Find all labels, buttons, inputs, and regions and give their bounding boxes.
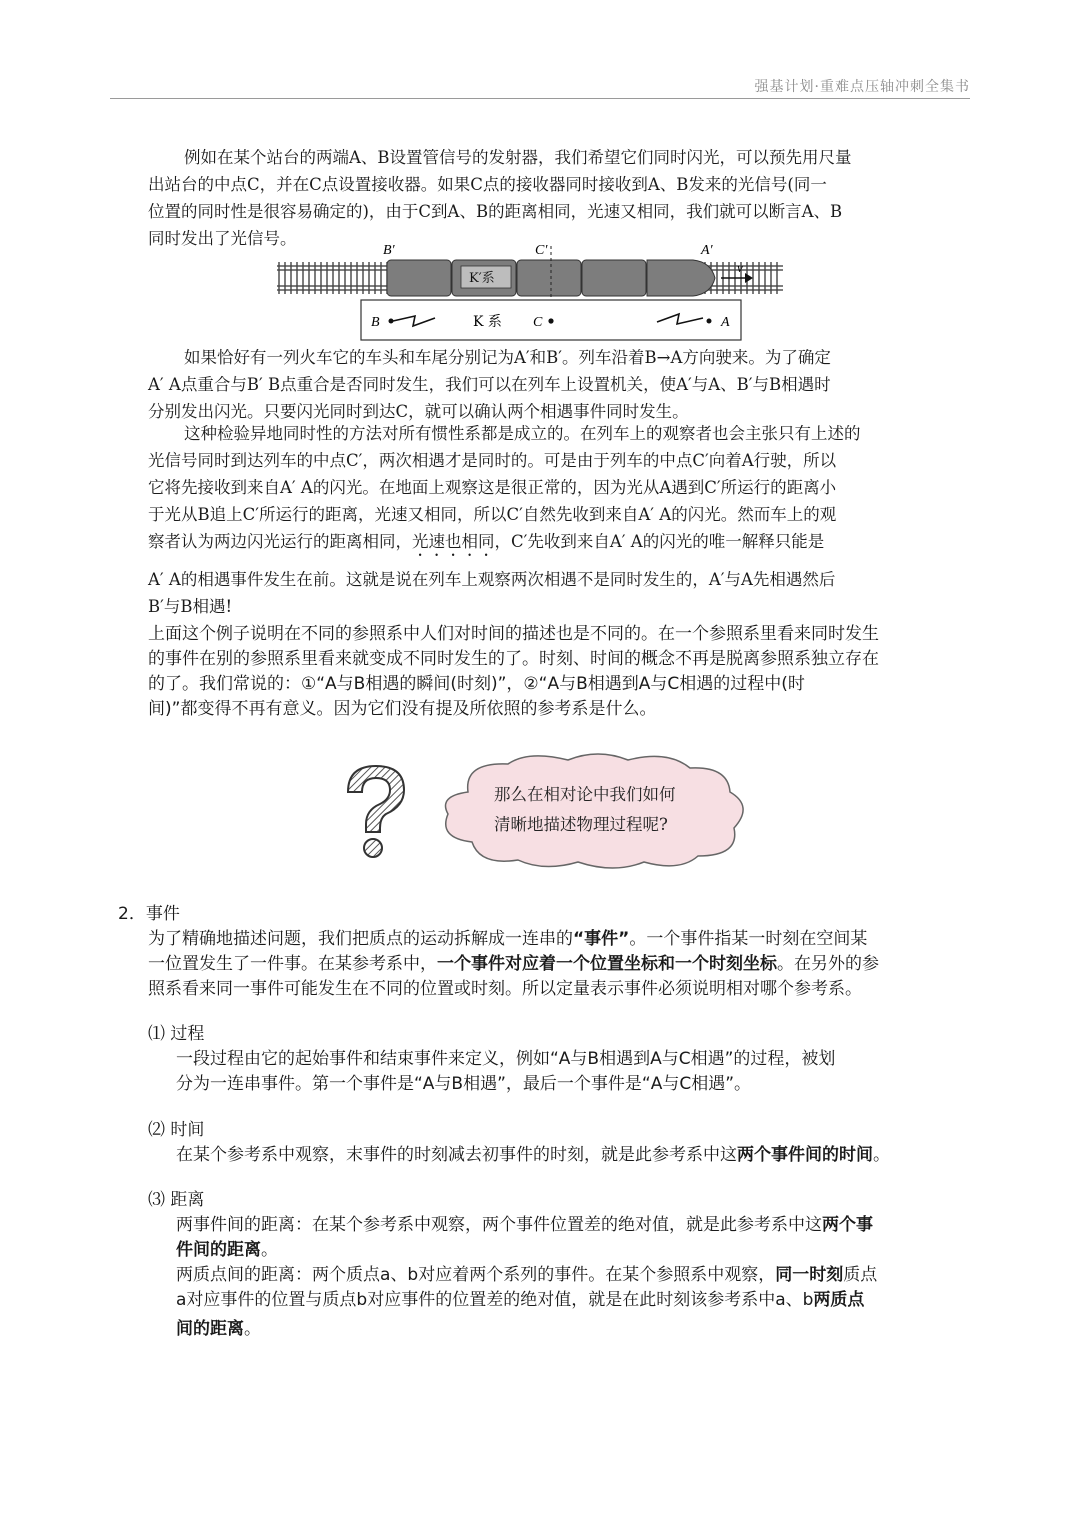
text-line: 照系看来同一事件可能发生在不同的位置或时刻。所以定量表示事件必须说明相对哪个参考系。 [148,979,862,999]
velocity-arrow-icon [745,273,753,283]
text-line: 这种检验异地同时性的方法对所有惯性系都是成立的。在列车上的观察者也会主张只有上述的 [184,424,861,443]
subsection-heading: ⑶ 距离 [148,1190,205,1210]
text-segment: 为了精确地描述问题，我们把质点的运动拆解成一连串的 [148,929,573,949]
text-line: 的事件在别的参照系里看来就变成不同时发生的了。时刻、时间的概念不再是脱离参照系独立存在 [148,649,879,669]
text-segment: 两事件间的距离：在某个参考系中观察，两个事件位置差的绝对值，就是此参考系中这 [176,1215,822,1235]
text-line [176,1213,988,1238]
text-line: 分为一连串事件。第一个事件是“A与B相遇”，最后一个事件是“A与C相遇”。 [176,1074,752,1094]
text-line: 间)”都变得不再有意义。因为它们没有提及所依照的参考系是什么。 [148,699,657,719]
header-divider [110,98,970,99]
text-line: B′与B相遇! [148,597,233,616]
text-line [148,528,978,560]
bold-term: 一个事件对应着一个位置坐标和一个时刻坐标 [437,954,777,974]
text-line: 出站台的中点C，并在C点设置接收器。如果C点的接收器同时接收到A、B发来的光信号(同一 [148,175,827,194]
label-b-prime: B′ [383,243,395,258]
text-line [176,1238,988,1263]
thought-cloud [428,752,758,872]
question-mark-icon [340,762,410,862]
subsection-process [148,1022,988,1097]
text-line: 它将先接收到来自A′ A的闪光。在地面上观察这是很正常的，因为光从A遇到C′所运行的距离小 [148,478,837,497]
text-line [148,952,988,977]
text-segment: 。在另外的参 [777,954,879,974]
text-segment: ，C′先收到来自A′ A的闪光的唯一解释只能是 [494,532,825,551]
label-a-prime: A′ [701,243,713,258]
subsection-heading: ⑵ 时间 [148,1120,205,1140]
text-segment: 两质点间的距离：两个质点a、b对应着两个系列的事件。在某个参照系中观察， [176,1265,776,1285]
text-segment: 察者认为两边闪光运行的距离相同， [148,532,412,551]
text-line [176,1288,988,1313]
label-c-prime: C′ [535,243,548,258]
text-line: 位置的同时性是很容易确定的)，由于C到A、B的距离相同，光速又相同，我们就可以断言A、B [148,202,843,221]
paragraph-1 [148,144,978,252]
label-k-prime-frame: K′系 [469,271,495,286]
bold-term: 间的距离 [176,1319,244,1339]
paragraph-2 [148,344,978,425]
text-line: A′ A点重合与B′ B点重合是否同时发生，我们可以在列车上设置机关，使A′与A、B′与B相遇时 [148,375,831,394]
text-line: 同时发出了光信号。 [148,229,297,248]
text-segment: a对应事件的位置与质点b对应事件的位置差的绝对值，就是在此时刻该参考系中a、b [176,1290,814,1310]
text-segment: 在某个参考系中观察，末事件的时刻减去初事件的时刻，就是此参考系中这 [176,1145,737,1165]
text-line [176,1263,988,1288]
label-v: v [737,260,743,275]
text-segment: 。 [261,1240,278,1260]
cloud-text-line-1: 那么在相对论中我们如何 [494,785,676,804]
text-segment: 一位置发生了一件事。在某参考系中， [148,954,437,974]
bold-term: 同一时刻 [775,1265,844,1285]
text-line: 如果恰好有一列火车它的车头和车尾分别记为A′和B′。列车沿着B→A方向驶来。为了确定 [184,348,831,367]
text-line: 光信号同时到达列车的中点C′，两次相遇才是同时的。可是由于列车的中点C′向着A行驶，所以 [148,451,837,470]
bold-term: “事件” [573,929,630,949]
subsection-time [148,1118,988,1168]
section-events [118,902,988,1002]
midpoint-dot [548,318,553,323]
label-c: C [533,315,543,330]
train-figure [275,240,785,344]
text-line: A′ A的相遇事件发生在前。这就是说在列车上观察两次相遇不是同时发生的，A′与A先相遇然后 [148,570,836,589]
text-line [176,1317,988,1342]
text-line: 一段过程由它的起始事件和结束事件来定义，例如“A与B相遇到A与C相遇”的过程，被划 [176,1049,836,1069]
section-heading: 2．事件 [118,904,180,924]
text-segment: 。 [244,1319,261,1339]
subsection-distance [148,1188,988,1342]
label-a: A [721,315,730,330]
text-segment: 。 [873,1145,890,1165]
bold-term: 两个事 [822,1215,873,1235]
text-line: 例如在某个站台的两端A、B设置管信号的发射器，我们希望它们同时闪光，可以预先用尺量 [184,148,852,167]
header-title: 强基计划·重难点压轴冲刺全集书 [754,79,970,95]
label-k-frame: K 系 [473,314,502,330]
text-line: 的了。我们常说的：①“A与B相遇的瞬间(时刻)”，②“A与B相遇到A与C相遇的过程中(时 [148,674,805,694]
emphasized-text: 光速也相同 [412,532,495,551]
bold-term: 两个事件间的时间 [737,1145,873,1165]
label-b: B [371,315,380,330]
text-line [176,1143,988,1168]
text-segment: 。一个事件指某一时刻在空间某 [629,929,868,949]
text-line: 于光从B追上C′所运行的距离，光速又相同，所以C′自然先收到来自A′ A的闪光。然而车上的观 [148,505,837,524]
paragraph-3 [148,420,978,620]
bold-term: 两质点 [813,1290,865,1310]
text-segment: 质点 [843,1265,878,1285]
paragraph-4 [148,622,978,722]
cloud-text-line-2: 清晰地描述物理过程呢? [494,815,668,834]
text-line: 分别发出闪光。只要闪光同时到达C，就可以确认两个相遇事件同时发生。 [148,402,689,421]
text-line: 上面这个例子说明在不同的参照系中人们对时间的描述也是不同的。在一个参照系里看来同时发生 [148,624,879,644]
subsection-heading: ⑴ 过程 [148,1024,205,1044]
text-line [148,927,988,952]
bold-term: 件间的距离 [176,1240,261,1260]
